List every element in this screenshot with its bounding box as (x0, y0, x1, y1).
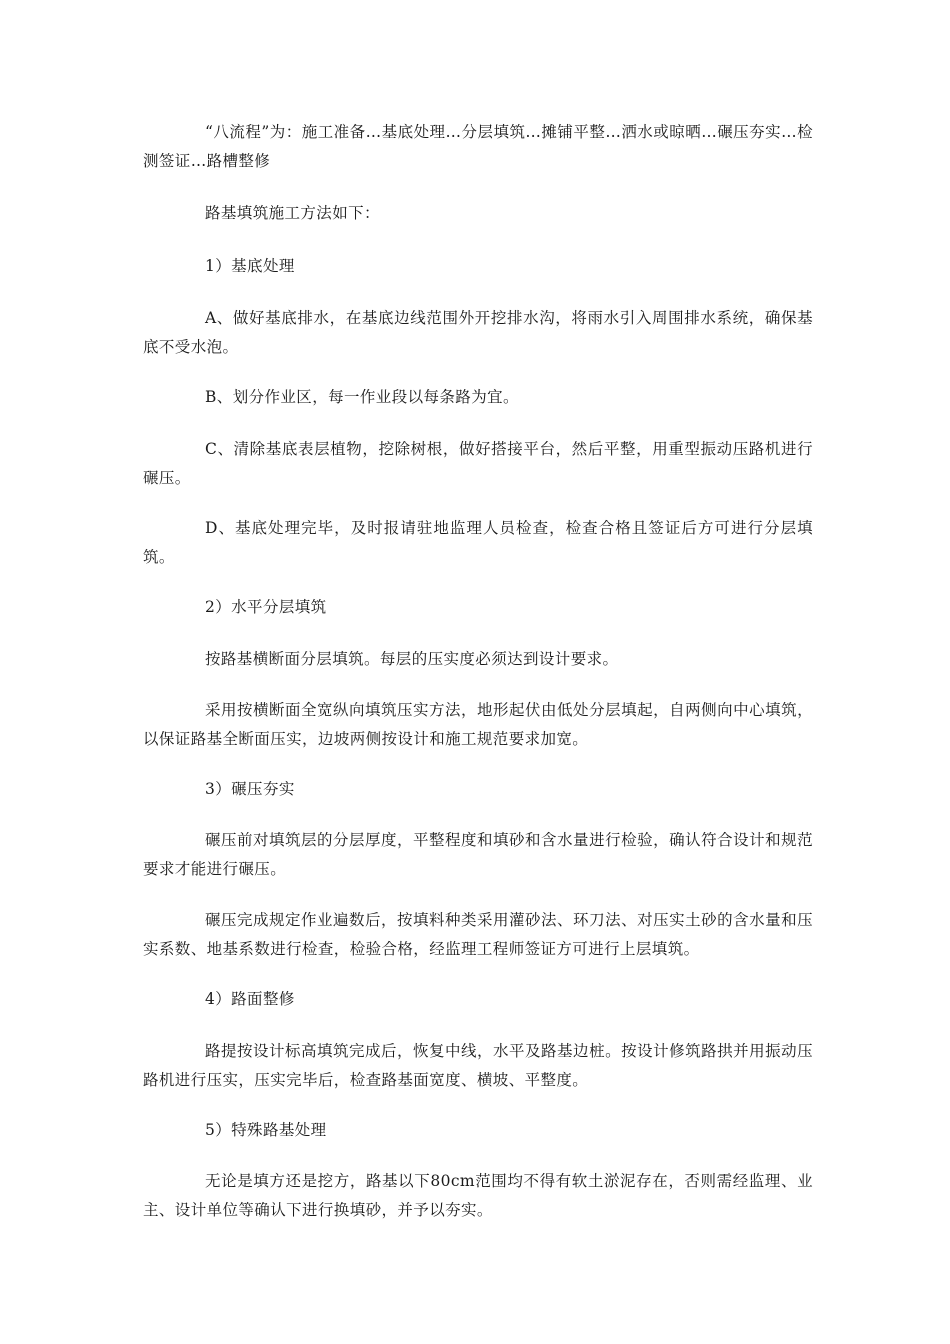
paragraph-item-d: D、基底处理完毕，及时报请驻地监理人员检查，检查合格且签证后方可进行分层填筑。 (143, 519, 813, 566)
paragraph-compaction-2: 碾压完成规定作业遍数后，按填料种类采用灌砂法、环刀法、对压实土砂的含水量和压实系数、地基系数进行检查，检验合格，经监理工程师签证方可进行上层填筑。 (143, 911, 813, 958)
paragraph-item-a: A、做好基底排水，在基底边线范围外开挖排水沟，将雨水引入周围排水系统，确保基底不受水泡。 (143, 309, 813, 356)
section-heading-road-finishing: 4）路面整修 (205, 990, 295, 1008)
paragraph-road-finishing: 路提按设计标高填筑完成后，恢复中线，水平及路基边桩。按设计修筑路拱并用振动压路机进行压实，压实完毕后，检查路基面宽度、横坡、平整度。 (143, 1042, 813, 1089)
intro-eight-processes: “八流程”为：施工准备…基底处理…分层填筑…摊铺平整…洒水或晾晒…碾压夯实…检测签证…路槽整修 (143, 123, 813, 170)
paragraph-layered-filling-2: 采用按横断面全宽纵向填筑压实方法，地形起伏由低处分层填起，自两侧向中心填筑，以保证路基全断面压实，边坡两侧按设计和施工规范要求加宽。 (143, 701, 813, 748)
paragraph-item-b: B、划分作业区，每一作业段以每条路为宜。 (205, 388, 519, 406)
method-heading-text: 路基填筑施工方法如下： (205, 204, 380, 222)
paragraph-compaction-1: 碾压前对填筑层的分层厚度，平整程度和填砂和含水量进行检验，确认符合设计和规范要求才能进行碾压。 (143, 831, 813, 878)
section-heading-base-treatment: 1）基底处理 (205, 257, 295, 275)
section-heading-special-subgrade: 5）特殊路基处理 (205, 1121, 327, 1139)
section-heading-layered-filling: 2）水平分层填筑 (205, 598, 327, 616)
paragraph-special-subgrade: 无论是填方还是挖方，路基以下80cm范围均不得有软土淤泥存在，否则需经监理、业主、设计单位等确认下进行换填砂，并予以夯实。 (143, 1172, 813, 1219)
section-heading-compaction: 3）碾压夯实 (205, 780, 295, 798)
paragraph-item-c: C、清除基底表层植物，挖除树根，做好搭接平台，然后平整，用重型振动压路机进行碾压。 (143, 440, 813, 487)
paragraph-layered-filling-1: 按路基横断面分层填筑。每层的压实度必须达到设计要求。 (205, 650, 619, 668)
